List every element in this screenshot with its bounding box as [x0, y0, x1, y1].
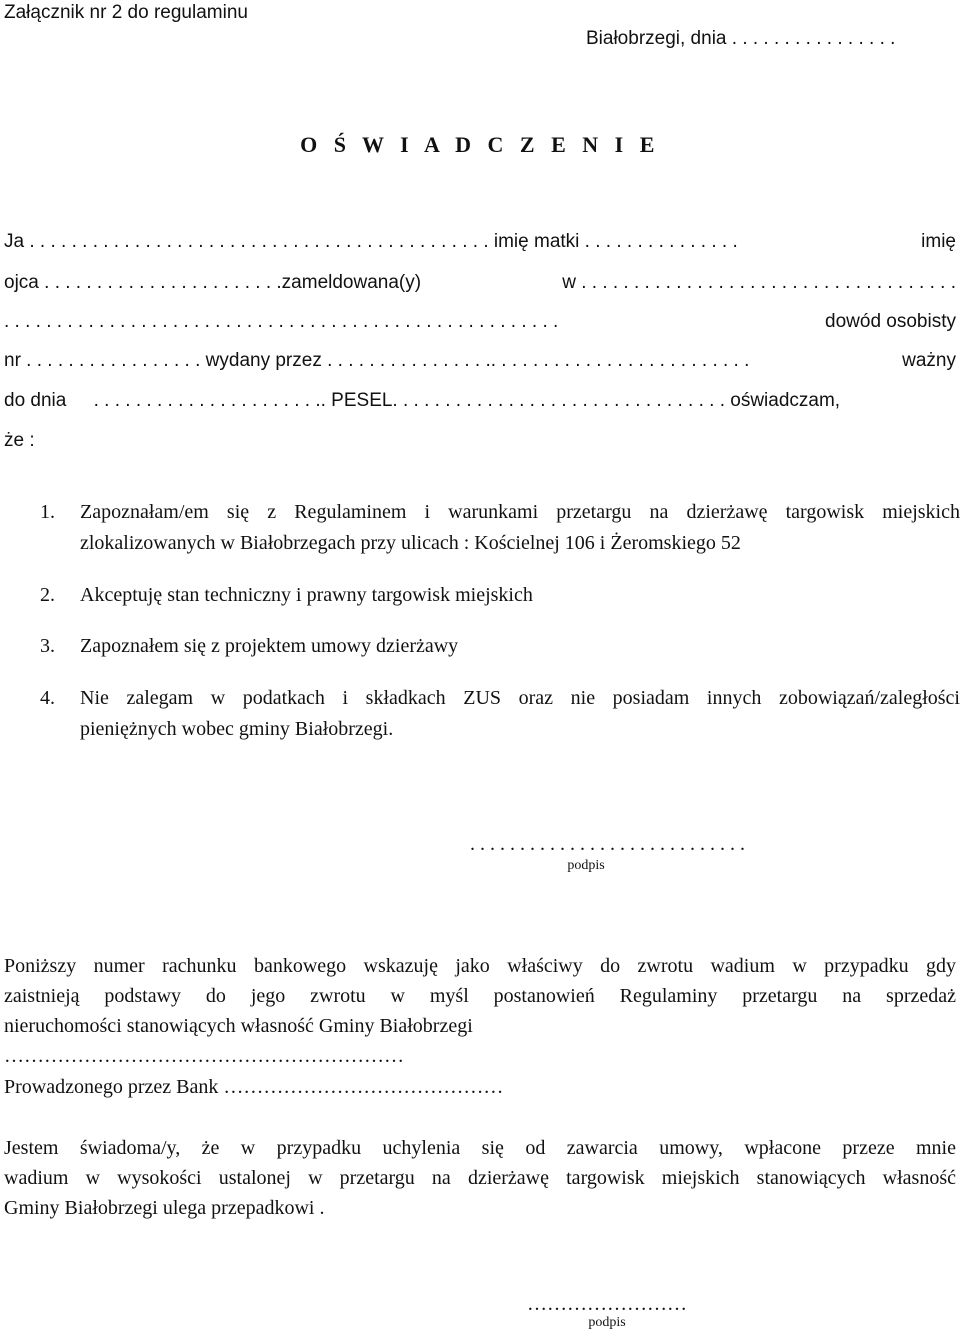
declarant-line-2 [4, 270, 956, 296]
statement-4-line-1: Nie zalegam w podatkach i składkach ZUS oraz nie posiadam innych zobowiązań/zaległości [80, 687, 960, 709]
name-mother-field: Ja . . . . . . . . . . . . . . . . . . . . . . . . . . . . . . . . . . . . . . . . . . . . imię matki . . . . . . . . . . . . . . . [4, 231, 738, 252]
bank-label: Prowadzonego przez Bank [4, 1076, 219, 1098]
signature-line: . . . . . . . . . . . . . . . . . . . . . . . . . . . . [470, 833, 745, 855]
declarant-line-3 [4, 309, 956, 335]
statement-1-line-1: Zapoznałam/em się z Regulaminem i warunkami przetargu na dzierżawę targowisk miejskich [80, 501, 960, 523]
list-item-number: 3. [40, 635, 55, 657]
declarant-line-5 [4, 388, 956, 414]
statement-1-line-2: zlokalizowanych w Białobrzegach przy ulicach : Kościelnej 106 i Żeromskiego 52 [80, 532, 741, 554]
statement-4-line-2: pieniężnych wobec gminy Białobrzegi. [80, 718, 394, 740]
valid-label: ważny [902, 350, 956, 371]
declare-that-label: że : [4, 430, 35, 451]
attachment-label: Załącznik nr 2 do regulaminu [4, 2, 248, 23]
pesel-field: . . . . . . . . . . . . . . . . . . . . . .. PESEL. . . . . . . . . . . . . . . . . . . . . . . . . . . . . . . . oświadczam, [93, 390, 841, 411]
declarant-line-4 [4, 348, 956, 374]
place-date-field: Białobrzegi, dnia . . . . . . . . . . . . . . . . [586, 28, 896, 49]
father-registered-field: ojca . . . . . . . . . . . . . . . . . . . . . . .zameldowana(y) [4, 272, 422, 293]
statement-3: Zapoznałem się z projektem umowy dzierżawy [80, 635, 459, 657]
address-field: w . . . . . . . . . . . . . . . . . . . . . . . . . . . . . . . . . . . . [562, 272, 956, 293]
list-item-number: 1. [40, 501, 55, 523]
forfeit-paragraph-line-2: wadium w wysokości ustalonej w przetargu na dzierżawę targowisk miejskich stanowiących własność [4, 1167, 956, 1189]
bank-name-line [4, 1072, 956, 1102]
address-continuation-field: . . . . . . . . . . . . . . . . . . . . . . . . . . . . . . . . . . . . . . . . . . . . . . . . . . . . . [4, 311, 559, 332]
statement-2: Akceptuję stan techniczny i prawny targowisk miejskich [80, 584, 533, 606]
id-card-label: dowód osobisty [825, 311, 956, 332]
bank-paragraph-line-2: zaistnieją podstawy do jego zwrotu w myśl postanowień Regulaminy przetargu na sprzedaż [4, 985, 956, 1007]
account-number-field: …………………………………………………… [4, 1045, 404, 1067]
bank-paragraph-line-3: nieruchomości stanowiących własność Gminy Białobrzegi [4, 1015, 473, 1037]
signature-label: podpis [588, 1315, 626, 1330]
valid-until-label: do dnia [4, 390, 67, 411]
forfeit-paragraph-line-3: Gminy Białobrzegi ulega przepadkowi . [4, 1197, 325, 1219]
declarant-line-1 [4, 229, 956, 255]
signature-line: …………………… [527, 1293, 687, 1315]
signature-label: podpis [567, 858, 605, 873]
bank-name-field: …………………………………… [223, 1076, 504, 1098]
id-number-issuer-field: nr . . . . . . . . . . . . . . . . . wydany przez . . . . . . . . . . . . . . . .. . . . . . . . . . . . . . . . . . . . . . . . . [4, 350, 750, 371]
bank-paragraph-line-1: Poniższy numer rachunku bankowego wskazuję jako właściwy do zwrotu wadium w przypadku gdy [4, 955, 956, 977]
father-label: imię [921, 231, 956, 252]
list-item-number: 2. [40, 584, 55, 606]
document-title: O Ś W I A D C Z E N I E [300, 132, 660, 157]
forfeit-paragraph-line-1: Jestem świadoma/y, że w przypadku uchylenia się od zawarcia umowy, wpłacone przeze mnie [4, 1137, 956, 1159]
list-item-number: 4. [40, 687, 55, 709]
